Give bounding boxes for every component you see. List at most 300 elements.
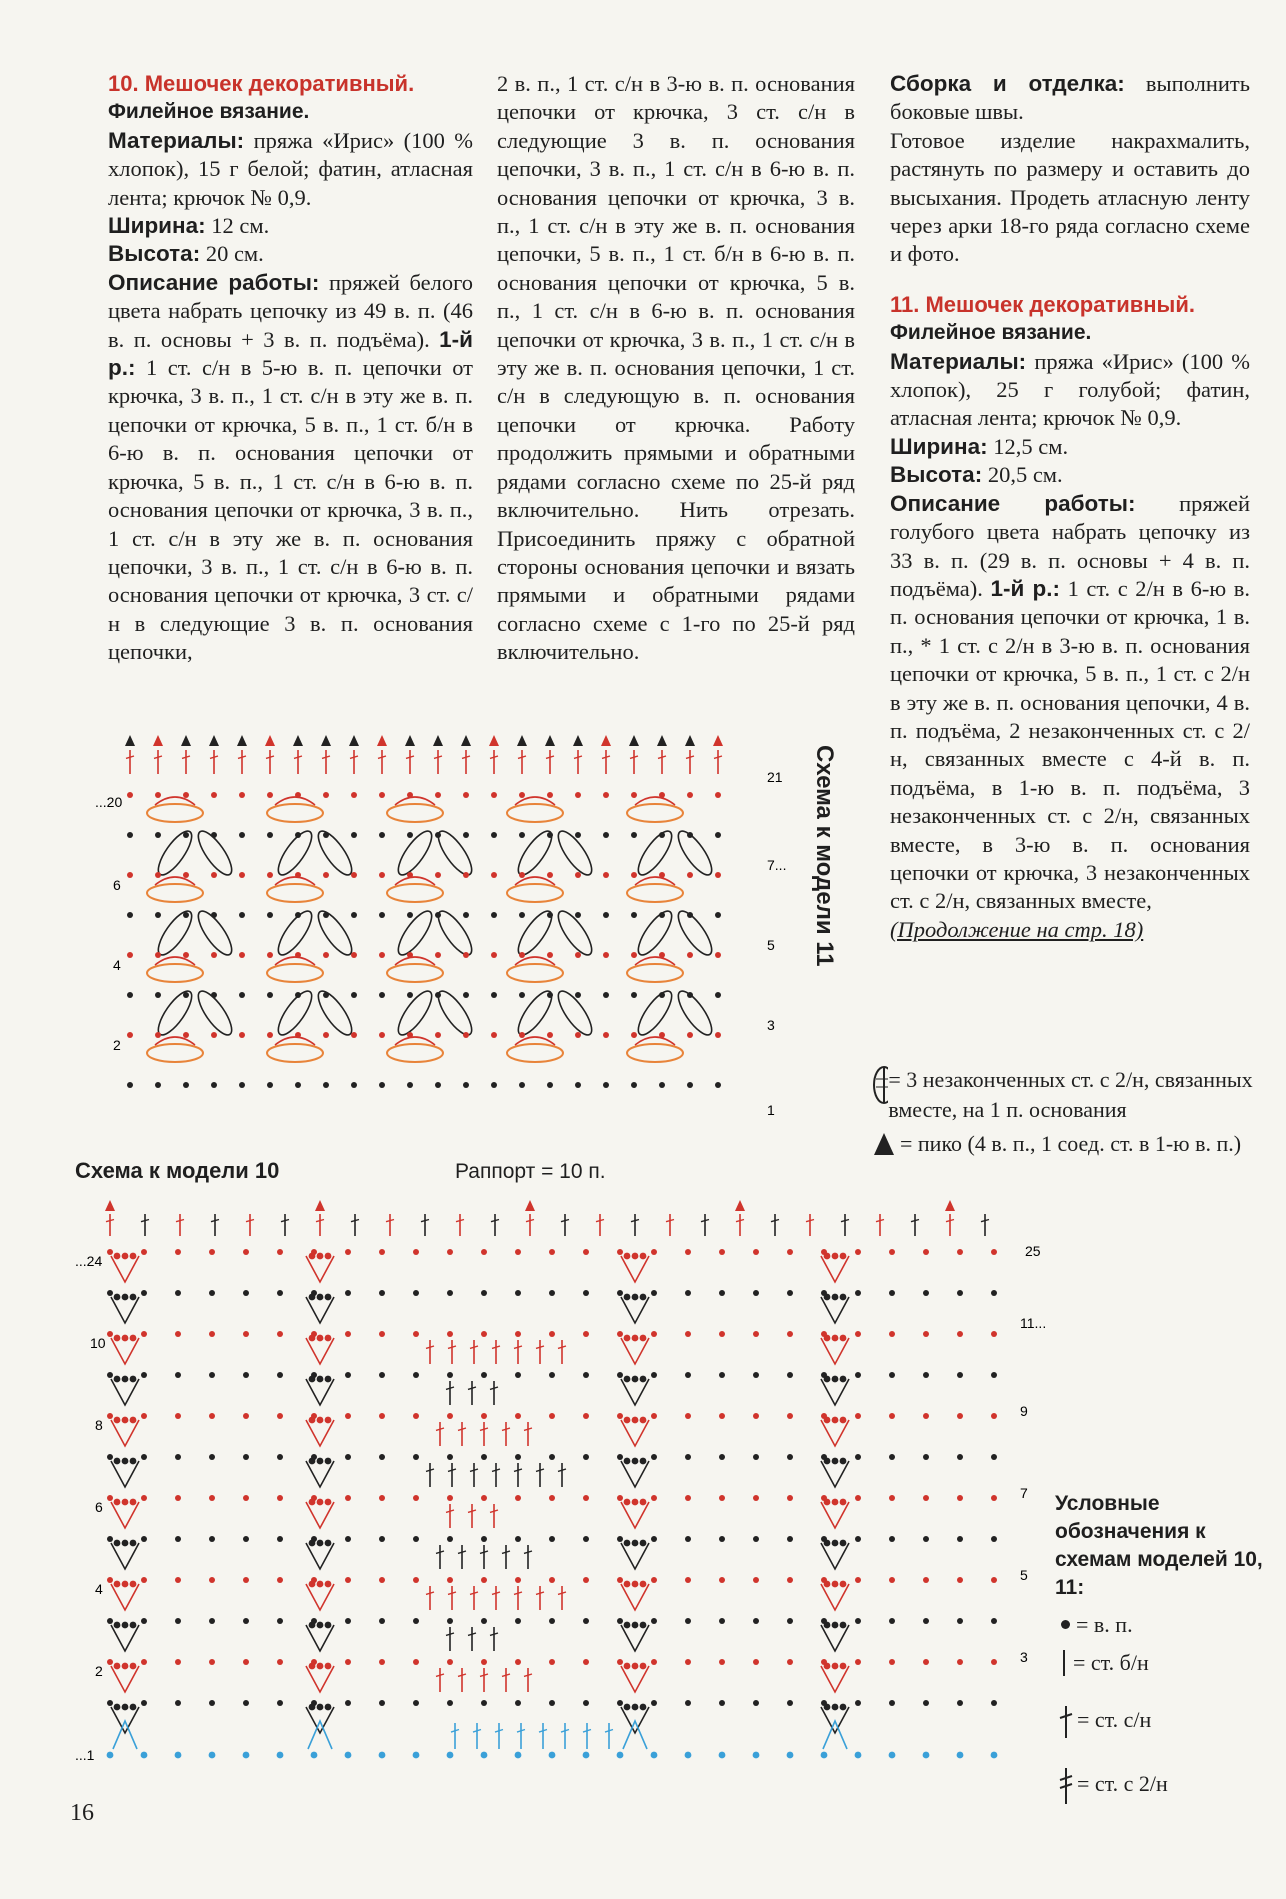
chain-dot	[379, 1618, 385, 1624]
chain-dot	[603, 1082, 609, 1088]
chain-dot	[122, 1581, 129, 1588]
chain-dot	[345, 1752, 352, 1759]
chain-dot	[832, 1622, 839, 1629]
cluster-arc	[627, 964, 683, 982]
height-label: Высота:	[890, 462, 983, 488]
chain-dot	[753, 1372, 759, 1378]
chain-dot	[239, 832, 245, 838]
chain-dot	[685, 1752, 692, 1759]
chain-dot	[617, 1290, 623, 1296]
chain-dot	[631, 832, 637, 838]
materials-label: Материалы:	[108, 127, 245, 153]
chain-dot	[413, 1413, 419, 1419]
chain-dot	[515, 1659, 521, 1665]
cluster-petal	[313, 907, 358, 960]
picot-mark	[657, 735, 667, 746]
chain-dot	[413, 1618, 419, 1624]
chain-dot	[787, 1700, 793, 1706]
chain-dot	[624, 1663, 631, 1670]
model10-finish: Готовое изделие накрахмалить, растянуть по размеру и оставить до высыхания. Продеть атласную ленту через арки 18-го ряда согласно схеме и фото.	[890, 127, 1250, 267]
chain-dot	[379, 1659, 385, 1665]
chain-dot	[122, 1663, 129, 1670]
chain-dot	[243, 1577, 249, 1583]
chain-dot	[345, 1536, 351, 1542]
chain-dot	[685, 1536, 691, 1542]
chain-dot	[515, 1290, 521, 1296]
chain-dot	[631, 992, 637, 998]
fan-v	[821, 1256, 849, 1282]
chain-dot	[309, 1458, 316, 1465]
chain-dot	[824, 1663, 831, 1670]
chain-dot	[325, 1417, 332, 1424]
chain-dot	[832, 1376, 839, 1383]
fan-v	[621, 1666, 649, 1692]
chain-dot	[325, 1581, 332, 1588]
chain-dot	[267, 872, 273, 878]
legend-cluster	[870, 1065, 1260, 1125]
chain-dot	[447, 1413, 453, 1419]
desc-label: Описание работы:	[108, 269, 320, 295]
chain-dot	[463, 832, 469, 838]
chain-dot	[617, 1536, 623, 1542]
chain-dot	[515, 1331, 521, 1337]
chain-dot	[463, 992, 469, 998]
chain-dot	[632, 1704, 639, 1711]
fan-v	[306, 1502, 334, 1528]
chain-dot	[413, 1249, 419, 1255]
legend-ch	[1055, 1610, 1270, 1640]
repeat-note: Раппорт = 10 п.	[455, 1160, 606, 1183]
chain-dot	[267, 992, 273, 998]
chain-dot	[889, 1700, 895, 1706]
chain-dot	[277, 1413, 283, 1419]
chain-dot	[481, 1331, 487, 1337]
cluster-petal	[393, 907, 438, 960]
chain-dot	[267, 912, 273, 918]
chain-dot	[957, 1413, 963, 1419]
picot-mark	[349, 735, 359, 746]
chain-dot	[130, 1663, 137, 1670]
chain-dot	[317, 1294, 324, 1301]
chain-dot	[155, 872, 161, 878]
chain-dot	[855, 1577, 861, 1583]
picot-mark	[237, 735, 247, 746]
chain-dot	[345, 1495, 351, 1501]
chain-dot	[787, 1249, 793, 1255]
column-2	[497, 70, 855, 667]
row1-label: 1-й р.:	[108, 326, 474, 381]
cluster-arc	[267, 884, 323, 902]
chain-dot	[840, 1458, 847, 1465]
chain-dot	[719, 1659, 725, 1665]
chain-dot	[345, 1618, 351, 1624]
desc-text-a: пряжей голубого цвета набрать цепочку из 33 в. п. (29 в. п. основы + 4 в. п. подъёма).	[890, 490, 1250, 601]
chain-dot	[267, 1032, 273, 1038]
fan-v	[821, 1584, 849, 1610]
chain-dot	[631, 912, 637, 918]
chain-dot	[413, 1577, 419, 1583]
chain-dot	[719, 1618, 725, 1624]
chain-dot	[107, 1536, 113, 1542]
chain-dot	[957, 1372, 963, 1378]
dot-icon	[1061, 1620, 1070, 1629]
chain-dot	[323, 1082, 329, 1088]
chain-dot	[345, 1454, 351, 1460]
chain-dot	[824, 1253, 831, 1260]
desc-text-b: 1 ст. с/н в 5-ю в. п. цепочки от крючка, 3 в. п., 1 ст. с/н в эту же в. п. цепочки от крючка, 5 в. п., 1 ст. б/н в 6-ю в. п. основания цепочки от крючка, 5 в. п., 1 ст. с/н в 6-ю в. п. основания цепочки от крючка, 3 в. п., 1 ст. с/н в эту же в. п. основания цепочки, 3 в. п., 1 ст. с/н в 6-ю в. п. основания цепочки от крючка, 3 ст. с/н в следующие 3 в. п. основания цепочки,	[108, 355, 474, 665]
s11-label-right-5: 5	[767, 937, 775, 953]
chain-dot	[267, 832, 273, 838]
chain-dot	[379, 1082, 385, 1088]
cluster-arc	[507, 964, 563, 982]
model11-description	[890, 490, 1250, 916]
chain-dot	[753, 1249, 759, 1255]
chain-dot	[243, 1249, 249, 1255]
chain-dot	[122, 1417, 129, 1424]
chain-dot	[447, 1454, 453, 1460]
chain-dot	[481, 1413, 487, 1419]
chain-dot	[309, 1663, 316, 1670]
chain-dot	[923, 1495, 929, 1501]
chain-dot	[515, 1700, 521, 1706]
cluster-arc	[507, 804, 563, 822]
cluster-arc	[147, 804, 203, 822]
chain-dot	[787, 1413, 793, 1419]
chain-dot	[463, 872, 469, 878]
chain-dot	[209, 1290, 215, 1296]
chain-dot	[481, 1752, 488, 1759]
cluster-arc	[627, 804, 683, 822]
chain-dot	[832, 1253, 839, 1260]
chain-dot	[624, 1417, 631, 1424]
picot-mark	[735, 1200, 745, 1211]
chain-dot	[923, 1249, 929, 1255]
chain-dot	[840, 1663, 847, 1670]
chain-dot	[624, 1458, 631, 1465]
chain-dot	[209, 1372, 215, 1378]
s11-label-right-1: 1	[767, 1102, 775, 1118]
chain-dot	[631, 1082, 637, 1088]
chain-dot	[549, 1413, 555, 1419]
chain-dot	[345, 1659, 351, 1665]
chain-dot	[325, 1335, 332, 1342]
chain-dot	[889, 1495, 895, 1501]
chain-dot	[175, 1752, 182, 1759]
chain-dot	[603, 992, 609, 998]
continue-link[interactable]: (Продолжение на стр. 18)	[890, 916, 1144, 942]
chain-dot	[122, 1704, 129, 1711]
chain-dot	[549, 1454, 555, 1460]
chain-dot	[130, 1499, 137, 1506]
picot-mark	[433, 735, 443, 746]
chain-dot	[351, 1032, 357, 1038]
chain-dot	[491, 792, 497, 798]
legend-sc	[1055, 1648, 1270, 1678]
chain-dot	[624, 1622, 631, 1629]
chain-dot	[122, 1376, 129, 1383]
chain-dot	[632, 1540, 639, 1547]
chain-dot	[685, 1618, 691, 1624]
chain-dot	[624, 1253, 631, 1260]
cluster-petal	[553, 907, 598, 960]
chain-dot	[309, 1417, 316, 1424]
chain-dot	[491, 832, 497, 838]
scheme10-caption: Схема к модели 10	[75, 1158, 280, 1183]
base-fan	[308, 1721, 332, 1749]
chain-dot	[753, 1618, 759, 1624]
chain-dot	[549, 1331, 555, 1337]
chain-dot	[413, 1372, 419, 1378]
chain-dot	[685, 1454, 691, 1460]
model10-subtitle: Филейное вязание.	[108, 100, 310, 124]
chain-dot	[317, 1540, 324, 1547]
chain-dot	[175, 1700, 181, 1706]
chain-dot	[719, 1700, 725, 1706]
bar-icon	[1063, 1650, 1065, 1676]
s11-label-right-21: 21	[767, 769, 783, 785]
chain-dot	[114, 1499, 121, 1506]
chain-dot	[583, 1752, 590, 1759]
width-value: 12,5 см.	[993, 433, 1069, 459]
chain-dot	[317, 1253, 324, 1260]
chain-dot	[617, 1249, 623, 1255]
base-fan	[623, 1721, 647, 1749]
chain-dot	[211, 1082, 217, 1088]
chain-dot	[447, 1577, 453, 1583]
cluster-petal	[553, 987, 598, 1040]
chain-dot	[832, 1704, 839, 1711]
chain-dot	[824, 1622, 831, 1629]
chain-dot	[687, 952, 693, 958]
chain-dot	[515, 1372, 521, 1378]
chain-dot	[323, 872, 329, 878]
chain-dot	[603, 912, 609, 918]
chain-dot	[889, 1659, 895, 1665]
chain-dot	[351, 872, 357, 878]
chain-dot	[583, 1454, 589, 1460]
fan-v	[621, 1338, 649, 1364]
chain-dot	[583, 1536, 589, 1542]
chain-dot	[209, 1618, 215, 1624]
chain-dot	[685, 1659, 691, 1665]
chain-dot	[130, 1376, 137, 1383]
chain-dot	[379, 992, 385, 998]
dc-icon	[1055, 1704, 1077, 1740]
chain-dot	[832, 1581, 839, 1588]
chain-dot	[583, 1618, 589, 1624]
chain-dot	[295, 1082, 301, 1088]
s10-label-right-5: 5	[1020, 1567, 1028, 1583]
fan-v	[306, 1461, 334, 1487]
chain-dot	[155, 1082, 161, 1088]
chain-dot	[583, 1413, 589, 1419]
chain-dot	[575, 872, 581, 878]
fan-v	[111, 1256, 139, 1282]
chain-dot	[155, 792, 161, 798]
chain-dot	[114, 1458, 121, 1465]
chain-dot	[840, 1376, 847, 1383]
chain-dot	[583, 1577, 589, 1583]
chain-dot	[122, 1335, 129, 1342]
chain-dot	[243, 1495, 249, 1501]
chain-dot	[957, 1249, 963, 1255]
fan-v	[111, 1297, 139, 1323]
chain-dot	[624, 1499, 631, 1506]
model11-height	[890, 461, 1250, 489]
chain-dot	[624, 1376, 631, 1383]
picot-mark	[573, 735, 583, 746]
fan-v	[111, 1543, 139, 1569]
chain-dot	[632, 1294, 639, 1301]
chain-dot	[923, 1577, 929, 1583]
fan-v	[306, 1584, 334, 1610]
chain-dot	[632, 1417, 639, 1424]
chain-dot	[651, 1618, 657, 1624]
chain-dot	[991, 1659, 997, 1665]
chain-dot	[379, 1577, 385, 1583]
chain-dot	[481, 1372, 487, 1378]
chain-dot	[651, 1700, 657, 1706]
chain-dot	[413, 1495, 419, 1501]
chain-dot	[175, 1495, 181, 1501]
chain-dot	[685, 1577, 691, 1583]
chain-dot	[624, 1294, 631, 1301]
cluster-petal	[673, 987, 718, 1040]
chain-dot	[991, 1577, 997, 1583]
chain-dot	[640, 1499, 647, 1506]
legend-picot	[870, 1129, 1260, 1159]
chain-dot	[141, 1372, 147, 1378]
column-1	[108, 70, 473, 667]
chain-dot	[211, 1032, 217, 1038]
chain-dot	[379, 1249, 385, 1255]
chain-dot	[463, 792, 469, 798]
chain-dot	[379, 1372, 385, 1378]
s10-label-left-10: 10	[90, 1335, 106, 1351]
chain-dot	[209, 1536, 215, 1542]
chain-dot	[957, 1577, 963, 1583]
picot-mark	[209, 735, 219, 746]
chain-dot	[127, 992, 133, 998]
chain-dot	[114, 1540, 121, 1547]
chain-dot	[617, 1413, 623, 1419]
chain-dot	[832, 1499, 839, 1506]
chain-dot	[719, 1413, 725, 1419]
chain-dot	[547, 1032, 553, 1038]
chain-dot	[114, 1663, 121, 1670]
chain-dot	[491, 992, 497, 998]
chain-dot	[624, 1704, 631, 1711]
chain-dot	[141, 1249, 147, 1255]
model11-subtitle: Филейное вязание.	[890, 321, 1092, 345]
chain-dot	[379, 832, 385, 838]
chain-dot	[209, 1249, 215, 1255]
chain-dot	[243, 1413, 249, 1419]
chain-dot	[277, 1659, 283, 1665]
chain-dot	[122, 1540, 129, 1547]
chain-dot	[753, 1536, 759, 1542]
chain-dot	[114, 1417, 121, 1424]
chain-dot	[323, 1032, 329, 1038]
chain-dot	[685, 1372, 691, 1378]
chain-dot	[209, 1752, 216, 1759]
fan-v	[821, 1297, 849, 1323]
chain-dot	[345, 1249, 351, 1255]
chain-dot	[957, 1752, 964, 1759]
chain-dot	[130, 1335, 137, 1342]
legend-dc-text: = ст. с/н	[1077, 1707, 1152, 1733]
chain-dot	[175, 1413, 181, 1419]
fan-v	[111, 1379, 139, 1405]
chain-dot	[243, 1331, 249, 1337]
chain-dot	[715, 832, 721, 838]
chain-dot	[243, 1372, 249, 1378]
legend-tr-text: = ст. с 2/н	[1077, 1771, 1168, 1797]
chain-dot	[651, 1577, 657, 1583]
chain-dot	[632, 1335, 639, 1342]
chain-dot	[855, 1290, 861, 1296]
chain-dot	[617, 1372, 623, 1378]
chain-dot	[211, 952, 217, 958]
chain-dot	[379, 952, 385, 958]
fan-v	[621, 1379, 649, 1405]
chain-dot	[325, 1540, 332, 1547]
chain-dot	[631, 872, 637, 878]
chain-dot	[719, 1372, 725, 1378]
fan-v	[306, 1379, 334, 1405]
chain-dot	[379, 1454, 385, 1460]
chain-dot	[122, 1294, 129, 1301]
chain-dot	[753, 1454, 759, 1460]
chain-dot	[640, 1581, 647, 1588]
chain-dot	[130, 1294, 137, 1301]
chain-dot	[840, 1417, 847, 1424]
chain-dot	[379, 792, 385, 798]
picot-mark	[545, 735, 555, 746]
chain-dot	[325, 1663, 332, 1670]
chain-dot	[155, 1032, 161, 1038]
chain-dot	[311, 1752, 318, 1759]
chain-dot	[787, 1618, 793, 1624]
chain-dot	[519, 1032, 525, 1038]
s10-label-right-3: 3	[1020, 1649, 1028, 1665]
fan-v	[111, 1420, 139, 1446]
cluster-arc	[387, 884, 443, 902]
chain-dot	[267, 1082, 273, 1088]
picot-mark	[713, 735, 723, 746]
chain-dot	[889, 1249, 895, 1255]
model10-height	[108, 240, 473, 268]
fan-v	[821, 1420, 849, 1446]
chain-dot	[447, 1618, 453, 1624]
chain-dot	[787, 1495, 793, 1501]
chain-dot	[130, 1581, 137, 1588]
chain-dot	[832, 1663, 839, 1670]
chain-dot	[957, 1536, 963, 1542]
chain-dot	[141, 1495, 147, 1501]
chain-dot	[277, 1454, 283, 1460]
page-number: 16	[70, 1800, 94, 1826]
model10-assembly	[890, 70, 1250, 127]
fan-v	[821, 1543, 849, 1569]
chain-dot	[549, 1700, 555, 1706]
chain-dot	[141, 1577, 147, 1583]
chain-dot	[617, 1454, 623, 1460]
chain-dot	[491, 1082, 497, 1088]
fan-v	[306, 1297, 334, 1323]
materials-text: пряжа «Ирис» (100 % хлопок), 15 г белой; фатин, атласная лента; крючок № 0,9.	[108, 127, 474, 210]
chain-dot	[715, 792, 721, 798]
